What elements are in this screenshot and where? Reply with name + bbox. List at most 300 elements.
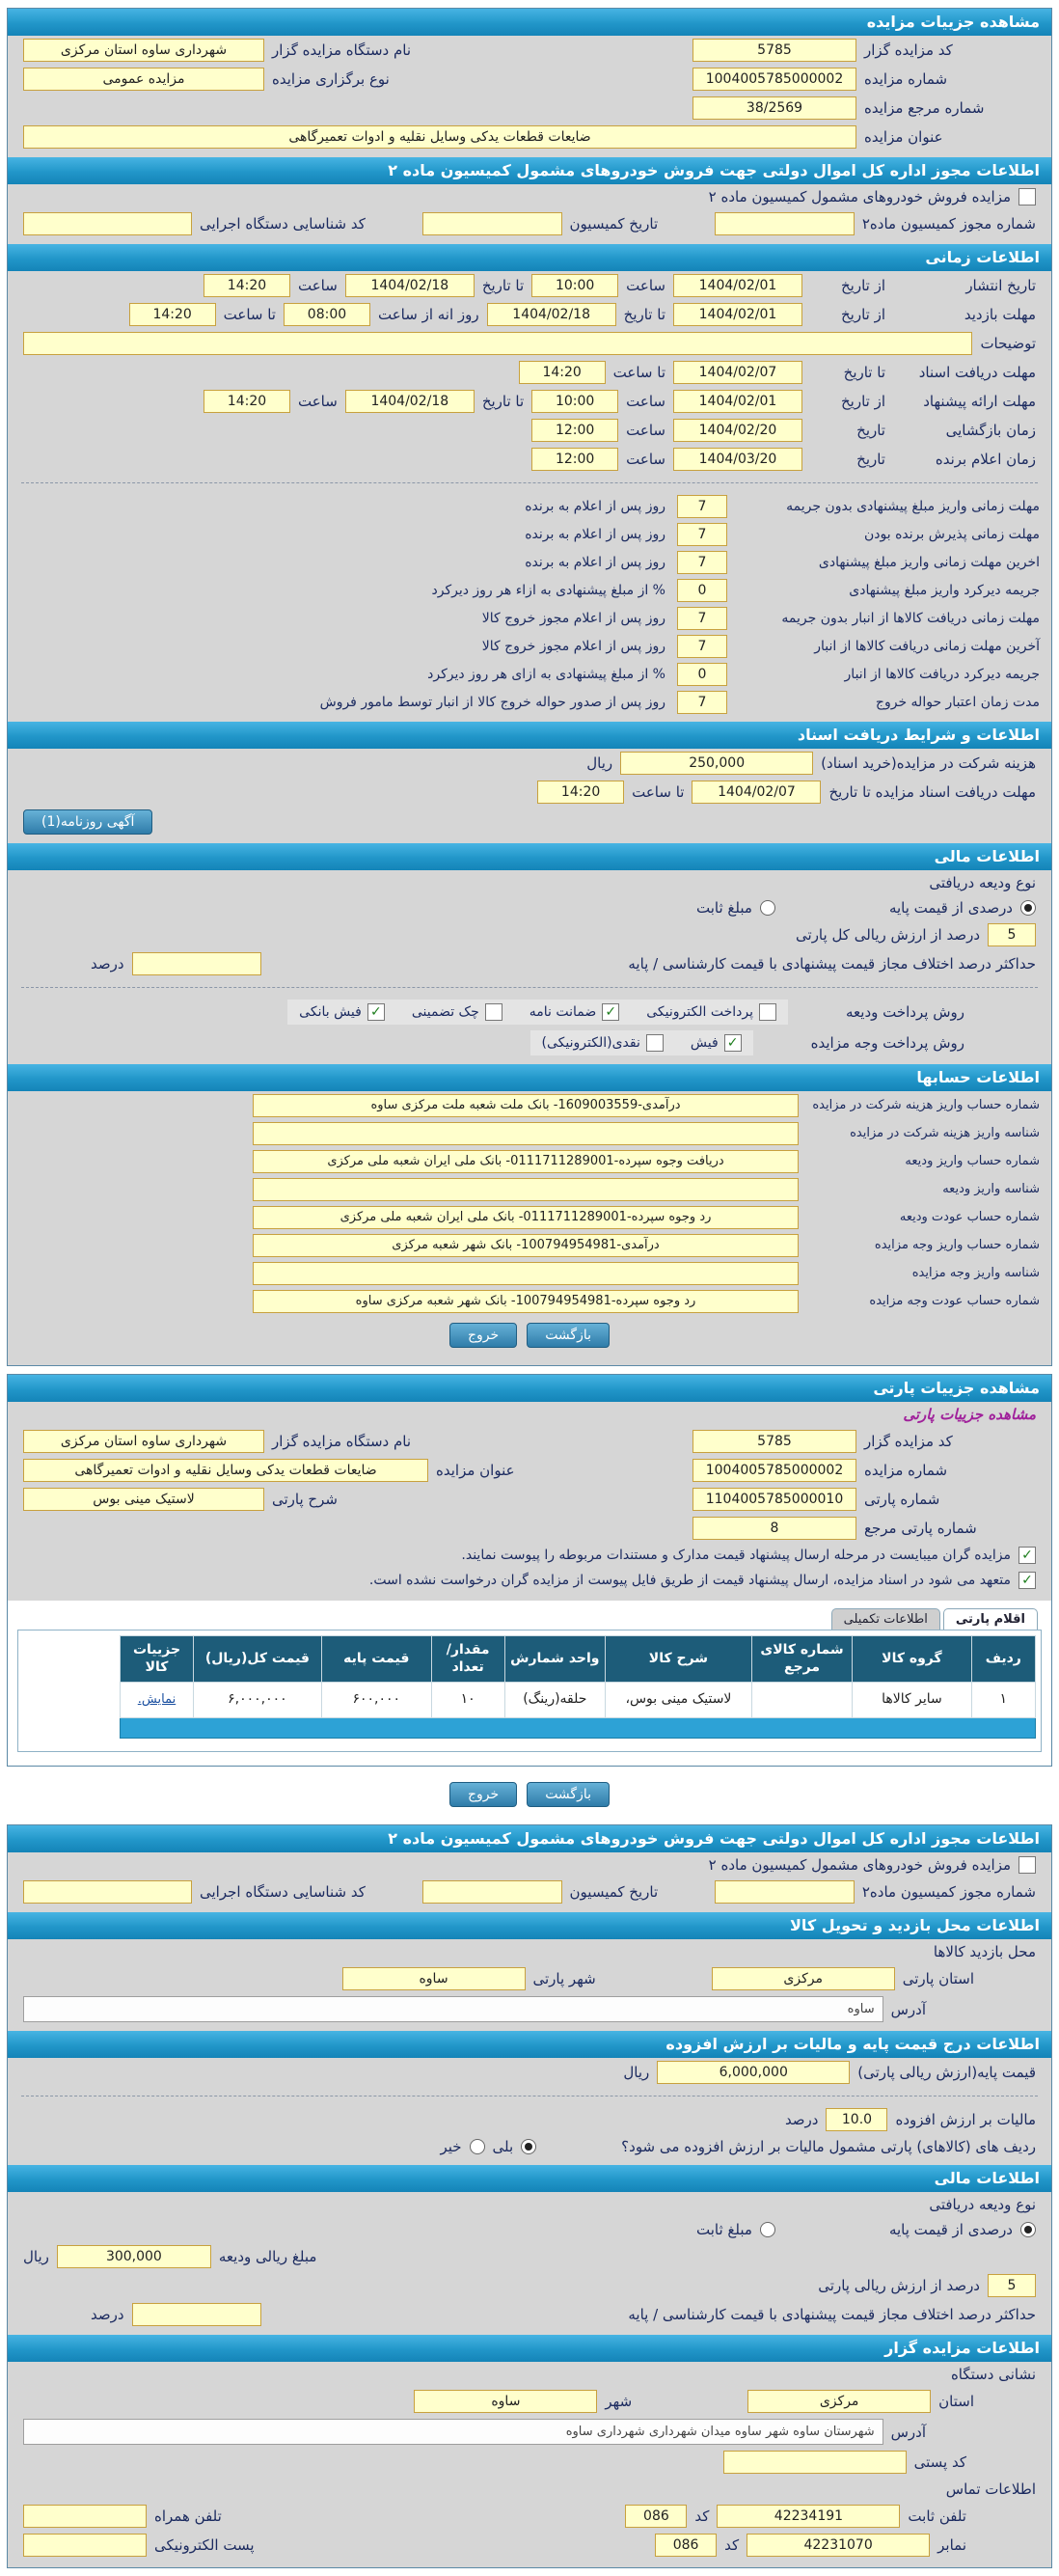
deadline-suffix-label: روز پس از اعلام به برنده — [525, 554, 665, 570]
to-date-label: تا تاریخ — [623, 306, 665, 323]
newspaper-ad-button[interactable]: آگهی روزنامه(1) — [23, 809, 152, 835]
panel2-buttons-row — [0, 1774, 1059, 1817]
party-ref-field[interactable]: 8 — [692, 1517, 856, 1540]
form-row — [8, 1456, 1051, 1485]
commission-auction-label: مزایده فروش خودروهای مشمول کمیسیون ماده ۲ — [708, 1856, 1011, 1874]
postal-code-row — [8, 2448, 1051, 2477]
publish-to-time-field[interactable]: 14:20 — [204, 274, 290, 297]
account-field[interactable]: درآمدی-100794954981- بانک شهر شعبه مرکزی — [253, 1234, 799, 1257]
payment-method-label: روش پرداخت وجه مزایده — [810, 1034, 964, 1052]
account-rows — [8, 1091, 1051, 1315]
deposit-percent-row — [8, 920, 1051, 949]
deposit-method-row — [8, 997, 1051, 1028]
newspaper-button-row — [8, 807, 1051, 837]
offer-to-time-field[interactable]: 14:20 — [204, 390, 290, 413]
publish-from-date-field[interactable]: 1404/02/01 — [673, 274, 802, 297]
deposit-type-label: نوع ودیعه دریافتی — [929, 874, 1036, 891]
items-table-wrap — [120, 1635, 1036, 1739]
max-diff-field[interactable] — [132, 952, 261, 975]
hour-label: ساعت — [297, 393, 338, 410]
rial-label: ریال — [23, 2248, 49, 2265]
opening-label: زمان بازگشایی — [945, 422, 1036, 439]
party-tab[interactable]: اقلام پارتی — [943, 1608, 1038, 1630]
party-city-field[interactable]: ساوه — [342, 1967, 526, 1990]
agency-address-field[interactable]: شهرستان ساوه شهر ساوه میدان شهرداری شهرداری ساوه — [23, 2419, 883, 2445]
publish-to-date-field[interactable]: 1404/02/18 — [345, 274, 475, 297]
offer-dates-row — [8, 387, 1051, 416]
fax-row — [8, 2531, 1051, 2560]
max-diff-field-group — [91, 2303, 261, 2326]
agency-province-group — [747, 2390, 974, 2413]
party-address-row — [8, 1993, 1051, 2025]
account-field[interactable] — [253, 1262, 799, 1285]
deposit-method-label: روش پرداخت ودیعه — [845, 1003, 964, 1021]
area-code-label: کد — [724, 2536, 740, 2554]
items-table-header-cell: گروه کالا — [853, 1636, 971, 1683]
vat-yes-label: بلی — [492, 2138, 514, 2155]
percent-of-base-radio[interactable] — [1020, 900, 1036, 916]
items-table-header-row — [121, 1636, 1036, 1683]
deposit-percent-row — [8, 2271, 1051, 2300]
phone-group — [625, 2505, 966, 2528]
deadline-value-field[interactable]: 7 — [677, 635, 727, 658]
docs-section-header: اطلاعات و شرایط دریافت اسناد — [8, 722, 1051, 749]
table-cell: سایر کالاها — [853, 1683, 971, 1718]
reference-number-field[interactable]: 38/2569 — [692, 96, 856, 120]
deposit-percent-field[interactable]: 5 — [988, 2274, 1036, 2297]
agency-city-field[interactable]: ساوه — [414, 2390, 597, 2413]
deadline-label: مهلت زمانی دریافت کالاها از انبار بدون جریمه — [781, 610, 1040, 626]
exit-button[interactable]: خروج — [449, 1782, 517, 1807]
docs-receive-deadline-label: مهلت دریافت اسناد مزایده تا تاریخ — [828, 783, 1036, 801]
party-city-label: شهر پارتی — [532, 1970, 596, 1987]
vat-no-group — [440, 2138, 484, 2155]
publish-from-time-field[interactable]: 10:00 — [531, 274, 618, 297]
max-diff-row — [8, 949, 1051, 978]
deadline-suffix-label: % از مبلغ پیشنهادی به ازای هر روز دیرکرد — [427, 666, 665, 682]
deadline-label: جریمه دیرکرد واریز مبلغ پیشنهادی — [849, 582, 1040, 598]
account-row — [8, 1147, 1051, 1175]
deposit-method-label: فیش بانکی — [299, 1004, 362, 1020]
fee-field[interactable]: 250,000 — [620, 752, 813, 775]
fee-label: هزینه شرکت در مزایده(خرید اسناد) — [821, 754, 1036, 772]
opening-time-row — [8, 416, 1051, 445]
commission-date-field[interactable] — [422, 1880, 562, 1904]
account-label: شناسه واریز هزینه شرکت در مزایده — [850, 1125, 1040, 1140]
agency-id-label: کد شناسایی دستگاه اجرایی — [200, 215, 366, 233]
deposit-type-label: نوع ودیعه دریافتی — [929, 2196, 1036, 2213]
winner-date-field[interactable]: 1404/03/20 — [673, 448, 802, 471]
back-button[interactable]: بازگشت — [527, 1782, 610, 1807]
agency-address-label: آدرس — [890, 2423, 926, 2441]
winner-time-row — [8, 445, 1051, 474]
back-button[interactable]: بازگشت — [527, 1323, 610, 1348]
deadline-suffix-label: % از مبلغ پیشنهادی به ازاء هر روز دیرکرد — [431, 582, 665, 598]
party-number-field[interactable]: 1104005785000010 — [692, 1488, 856, 1511]
visit-from-time-field[interactable]: 08:00 — [284, 303, 370, 326]
payment-method-row — [8, 1028, 1051, 1058]
party-desc-field[interactable]: لاستیک مینی بوس — [23, 1488, 264, 1511]
items-box — [17, 1630, 1042, 1752]
agency-address-title-label: نشانی دستگاه — [950, 2366, 1036, 2383]
max-diff-field-group — [91, 952, 261, 975]
party-address-field[interactable]: ساوه — [23, 1996, 883, 2022]
deposit-type-row — [8, 2192, 1051, 2217]
divider — [21, 987, 1038, 988]
vat-question-row — [8, 2134, 1051, 2159]
no-attachment-required-checkbox[interactable]: ✓ — [1018, 1572, 1036, 1589]
commission-date-field[interactable] — [422, 212, 562, 235]
deadline-value-field[interactable]: 7 — [677, 551, 727, 574]
deadline-value-field[interactable]: 7 — [677, 523, 727, 546]
auctioneer-code-field[interactable]: 5785 — [692, 1430, 856, 1453]
agency-province-city-row — [8, 2387, 1051, 2416]
party-number-group — [692, 1488, 1036, 1511]
commission-auction-checkbox[interactable] — [1018, 188, 1036, 206]
account-row — [8, 1259, 1051, 1287]
auctioneer-code-label: کد مزایده گزار — [864, 41, 953, 59]
daily-from-label: روز انه از ساعت — [377, 306, 479, 323]
account-field[interactable]: درآمدی-1609003559- بانک ملت شعبه ملت مرکزی ساوه — [253, 1094, 799, 1117]
date-label: تاریخ — [856, 422, 885, 439]
deposit-methods-strip — [287, 1000, 788, 1025]
financial-section-header: اطلاعات مالی — [8, 843, 1051, 870]
agency-id-group — [23, 1880, 366, 1904]
agency-id-field[interactable] — [23, 212, 192, 235]
deadline-value-field[interactable]: 7 — [677, 607, 727, 630]
contact-title-label: اطلاعات تماس — [945, 2480, 1036, 2498]
party-number-label: شماره پارتی — [864, 1491, 940, 1508]
agency-name-label: نام دستگاه مزایده گزار — [272, 1433, 412, 1450]
deposit-method-label: چک تضمینی — [411, 1004, 479, 1020]
deadline-value-field[interactable]: 7 — [677, 495, 727, 518]
reference-number-label: شماره مرجع مزایده — [864, 99, 985, 117]
offer-from-time-field[interactable]: 10:00 — [531, 390, 618, 413]
auction-title-label: عنوان مزایده — [436, 1462, 515, 1479]
auction-number-field[interactable]: 1004005785000002 — [692, 68, 856, 91]
items-table — [120, 1635, 1036, 1718]
percent-option-group — [889, 2221, 1036, 2238]
agency-name-group — [23, 39, 461, 62]
deadline-row — [8, 632, 1051, 660]
hour-label: ساعت — [626, 451, 665, 468]
table-cell: حلقه(رینگ) — [504, 1683, 605, 1718]
to-date-label: تا تاریخ — [481, 277, 525, 294]
deposit-percent-label: درصد از ارزش ریالی کل پارتی — [796, 926, 980, 944]
account-label: شناسه واریز وجه مزایده — [911, 1265, 1040, 1280]
vat-no-label: خیر — [440, 2138, 462, 2155]
table-pager-bar[interactable] — [120, 1718, 1036, 1739]
hour-label: ساعت — [626, 393, 665, 410]
deadline-value-field[interactable]: 0 — [677, 579, 727, 602]
to-date-label: تا تاریخ — [481, 393, 525, 410]
deposit-method-checkbox[interactable]: ✓ — [602, 1003, 619, 1021]
vat-yes-radio[interactable] — [521, 2139, 536, 2154]
permit-fields-row — [8, 209, 1051, 238]
deadline-label: اخرین مهلت زمانی واریز مبلغ پیشنهادی — [818, 554, 1040, 570]
vat-rate-label: مالیات بر ارزش افزوده — [895, 2111, 1036, 2128]
agency-province-label: استان — [938, 2393, 974, 2410]
fixed-amount-radio[interactable] — [760, 2222, 775, 2237]
opening-date-field[interactable]: 1404/02/20 — [673, 419, 802, 442]
docs-receive-time-field[interactable]: 14:20 — [537, 781, 624, 804]
note2-row — [8, 1568, 1051, 1593]
email-group — [23, 2534, 255, 2557]
party-ref-label: شماره پارتی مرجع — [864, 1520, 977, 1537]
docs-receive-date-field[interactable]: 1404/02/07 — [692, 781, 821, 804]
hour-label: ساعت — [626, 277, 665, 294]
phone-area-code-field[interactable]: 086 — [625, 2505, 687, 2528]
deadline-row — [8, 660, 1051, 688]
postal-code-field[interactable] — [723, 2451, 907, 2474]
deadline-rows — [8, 492, 1051, 716]
fax-field[interactable]: 42231070 — [747, 2534, 930, 2557]
auction-number-group — [692, 1459, 1036, 1482]
party-details-header: مشاهده جزییات پارتی — [8, 1375, 1051, 1402]
payment-method-label: فیش — [690, 1035, 719, 1051]
deadline-value-field[interactable]: 7 — [677, 691, 727, 714]
deadline-label: آخرین مهلت زمانی دریافت کالاها از انبار — [814, 638, 1040, 654]
payment-method-checkbox[interactable]: ✓ — [724, 1034, 742, 1052]
account-row — [8, 1175, 1051, 1203]
attach-documents-checkbox[interactable]: ✓ — [1018, 1547, 1036, 1564]
auction-number-field[interactable]: 1004005785000002 — [692, 1459, 856, 1482]
vat-question-label: ردیف های (کالاهای) پارتی مشمول مالیات بر ارزش افزوده می شود؟ — [621, 2138, 1036, 2155]
vat-no-radio[interactable] — [470, 2139, 485, 2154]
deposit-method-checkbox[interactable]: ✓ — [367, 1003, 385, 1021]
deposit-method-label: پرداخت الکترونیکی — [646, 1004, 753, 1020]
auctioneer-code-label: کد مزایده گزار — [864, 1433, 953, 1450]
auction-title-group — [23, 1459, 515, 1482]
account-label: شماره حساب واریز وجه مزایده — [874, 1237, 1040, 1252]
auctioneer-code-group — [692, 39, 1036, 62]
deposit-percent-label: درصد از ارزش ریالی پارتی — [818, 2277, 980, 2294]
deposit-method-label: ضمانت نامه — [529, 1004, 597, 1020]
auctioneer-section-header: اطلاعات مزایده گزار — [8, 2335, 1051, 2362]
table-cell: لاستیک مینی بوس، — [606, 1683, 752, 1718]
max-diff-row — [8, 2300, 1051, 2329]
panel1-buttons-row — [8, 1315, 1051, 1357]
fixed-amount-radio[interactable] — [760, 900, 775, 916]
deadline-label: مدت زمان اعتبار حواله خروج — [875, 694, 1040, 710]
deposit-type-options-row — [8, 895, 1051, 920]
payment-method-option — [542, 1034, 664, 1052]
agency-province-field[interactable]: مرکزی — [747, 2390, 931, 2413]
auction-type-label: نوع برگزاری مزایده — [272, 70, 390, 88]
docs-deadline-row — [8, 358, 1051, 387]
account-row — [8, 1203, 1051, 1231]
max-diff-field[interactable] — [132, 2303, 261, 2326]
party-items-area — [8, 1601, 1051, 1766]
table-cell: ۱ — [971, 1683, 1035, 1718]
party-details-link[interactable]: مشاهده جزییات پارتی — [903, 1406, 1036, 1423]
agency-city-group — [414, 2390, 632, 2413]
mobile-group — [23, 2505, 222, 2528]
fax-group — [655, 2534, 966, 2557]
offer-to-date-field[interactable]: 1404/02/18 — [345, 390, 475, 413]
timing-section-header: اطلاعات زمانی — [8, 244, 1051, 271]
deposit-percent-field[interactable]: 5 — [988, 923, 1036, 946]
publish-label: تاریخ انتشار — [965, 277, 1036, 294]
deadline-suffix-label: روز پس از اعلام به برنده — [525, 526, 665, 542]
opening-time-field[interactable]: 12:00 — [531, 419, 618, 442]
visit-to-time-field[interactable]: 14:20 — [129, 303, 216, 326]
auction-type-field[interactable]: مزایده عمومی — [23, 68, 264, 91]
agency-address-row — [8, 2416, 1051, 2448]
to-hour-label: تا ساعت — [632, 783, 685, 801]
items-table-body — [121, 1683, 1036, 1718]
percent-of-base-radio[interactable] — [1020, 2222, 1036, 2237]
permit-fields-row — [8, 1877, 1051, 1906]
rial-label: ریال — [623, 2064, 650, 2081]
deadline-row — [8, 520, 1051, 548]
auction-details-panel — [7, 8, 1052, 1366]
party-desc-label: شرح پارتی — [272, 1491, 338, 1508]
deposit-amount-label: مبلغ ریالی ودیعه — [218, 2248, 317, 2265]
phone-field[interactable]: 42234191 — [717, 2505, 900, 2528]
max-diff-label: حداکثر درصد اختلاف مجاز قیمت پیشنهادی با قیمت کارشناسی / پایه — [628, 2306, 1036, 2323]
visit-place-label: محل بازدید کالاها — [933, 1943, 1036, 1960]
notes-field[interactable] — [23, 332, 972, 355]
location-section-header: اطلاعات محل بازدید و تحویل کالا — [8, 1912, 1051, 1939]
account-label: شماره حساب واریز هزینه شرکت در مزایده — [812, 1097, 1040, 1112]
deposit-method-checkbox[interactable] — [485, 1003, 502, 1021]
payment-method-label: نقدی(الکترونیکی) — [541, 1035, 640, 1051]
party-city-group — [342, 1967, 596, 1990]
deadline-value-field[interactable]: 0 — [677, 663, 727, 686]
base-price-field[interactable]: 6,000,000 — [657, 2061, 850, 2084]
to-hour-label: تا ساعت — [612, 364, 665, 381]
mobile-label: تلفن همراه — [154, 2507, 222, 2525]
form-row — [8, 1514, 1051, 1543]
pricing-section-header: اطلاعات درج قیمت پایه و مالیات بر ارزش افزوده — [8, 2031, 1051, 2058]
deadline-row — [8, 604, 1051, 632]
visit-to-date-field[interactable]: 1404/02/18 — [487, 303, 616, 326]
fixed-amount-option-group — [696, 899, 775, 917]
deadline-row — [8, 576, 1051, 604]
permit-section-header: اطلاعات مجوز اداره کل اموال دولتی جهت فروش خودروهای مشمول کمیسیون ماده ۲ — [8, 157, 1051, 184]
items-table-header-cell: جزییات کالا — [121, 1636, 194, 1683]
percent-of-base-label: درصدی از قیمت پایه — [888, 899, 1013, 917]
permit-checkbox-row — [8, 184, 1051, 209]
permit-number-group — [715, 212, 1036, 235]
docs-deadline-label: مهلت دریافت اسناد — [918, 364, 1036, 381]
fee-row — [8, 749, 1051, 778]
commission-date-group — [422, 1880, 659, 1904]
auction-title-field[interactable]: ضایعات قطعات یدکی وسایل نقلیه و ادوات تعمیرگاهی — [23, 1459, 428, 1482]
deposit-method-option — [412, 1003, 502, 1021]
deposit-type-row — [8, 870, 1051, 895]
account-field[interactable]: رد وجوه سپرده-0111711289001- بانک ملی ایران شعبه ملی مرکزی — [253, 1206, 799, 1229]
financial-section-header: اطلاعات مالی — [8, 2165, 1051, 2192]
base-price-label: قیمت پایه(ارزش ریالی پارتی) — [857, 2064, 1036, 2081]
deadline-suffix-label: روز پس از اعلام مجوز خروج کالا — [481, 638, 665, 654]
commission-auction-label: مزایده فروش خودروهای مشمول کمیسیون ماده ۲ — [708, 188, 1011, 206]
auction-title-field[interactable]: ضایعات قطعات یدکی وسایل نقلیه و ادوات تعمیرگاهی — [23, 125, 856, 149]
items-table-header-cell: ردیف — [971, 1636, 1035, 1683]
deadline-suffix-label: روز پس از اعلام مجوز خروج کالا — [481, 610, 665, 626]
party-address-label: آدرس — [890, 2000, 926, 2018]
commission-auction-checkbox[interactable] — [1018, 1856, 1036, 1874]
account-label: شماره حساب عودت وجه مزایده — [869, 1293, 1040, 1308]
auctioneer-code-field[interactable]: 5785 — [692, 39, 856, 62]
items-table-header-cell: مقدار/ تعداد — [431, 1636, 504, 1683]
offer-from-date-field[interactable]: 1404/02/01 — [673, 390, 802, 413]
offer-label: مهلت ارائه پیشنهاد — [923, 393, 1036, 410]
notes-label: توضیحات — [980, 335, 1036, 352]
area-code-label: کد — [694, 2507, 710, 2525]
form-row — [8, 94, 1051, 123]
item-details-link[interactable]: نمایش. — [137, 1692, 176, 1707]
permit-number-field[interactable] — [715, 212, 855, 235]
fixed-amount-label: مبلغ ثابت — [696, 2221, 752, 2238]
fixed-amount-label: مبلغ ثابت — [696, 899, 752, 917]
agency-name-field[interactable]: شهرداری ساوه استان مرکزی — [23, 39, 264, 62]
deadline-label: جریمه دیرکرد دریافت کالاها از انبار — [844, 666, 1040, 682]
email-field[interactable] — [23, 2534, 147, 2557]
form-row — [8, 123, 1051, 151]
agency-name-field[interactable]: شهرداری ساوه استان مرکزی — [23, 1430, 264, 1453]
deposit-method-checkbox[interactable] — [759, 1003, 776, 1021]
notes-row — [8, 329, 1051, 358]
account-row — [8, 1287, 1051, 1315]
party-tab[interactable]: اطلاعات تکمیلی — [831, 1608, 940, 1630]
account-field[interactable] — [253, 1178, 799, 1201]
exit-button[interactable]: خروج — [449, 1323, 517, 1348]
deadline-row — [8, 548, 1051, 576]
auction-title-label: عنوان مزایده — [864, 128, 943, 146]
deposit-method-option — [646, 1003, 776, 1021]
mobile-field[interactable] — [23, 2505, 147, 2528]
account-field[interactable]: دریافت وجوه سپرده-0111711289001- بانک ملی ایران شعبه ملی مرکزی — [253, 1150, 799, 1173]
docs-receive-deadline-row — [8, 778, 1051, 807]
table-row — [121, 1683, 1036, 1718]
agency-address-title-row — [8, 2362, 1051, 2387]
winner-time-field[interactable]: 12:00 — [531, 448, 618, 471]
account-row — [8, 1231, 1051, 1259]
party-province-city-row — [8, 1964, 1051, 1993]
to-date-label: تا تاریخ — [843, 364, 885, 381]
fax-label: نمابر — [937, 2536, 966, 2554]
rial-label: ریال — [586, 754, 613, 772]
fax-area-code-field[interactable]: 086 — [655, 2534, 717, 2557]
deposit-amount-field[interactable]: 300,000 — [57, 2245, 211, 2268]
items-table-header-cell: شماره کالای مرجع — [751, 1636, 852, 1683]
account-field[interactable]: رد وجوه سپرده-100794954981- بانک شهر شعبه مرکزی ساوه — [253, 1290, 799, 1313]
visit-place-row — [8, 1939, 1051, 1964]
form-row — [8, 1427, 1051, 1456]
visit-from-date-field[interactable]: 1404/02/01 — [673, 303, 802, 326]
permit-number-field[interactable] — [715, 1880, 855, 1904]
table-cell: ۶۰۰,۰۰۰ — [321, 1683, 431, 1718]
deadline-label: مهلت زمانی پذیرش برنده بودن — [863, 526, 1040, 542]
items-table-header-cell: قیمت کل(ریال) — [194, 1636, 322, 1683]
deposit-type-options-row — [8, 2217, 1051, 2242]
docs-deadline-date-field[interactable]: 1404/02/07 — [673, 361, 802, 384]
agency-id-label: کد شناسایی دستگاه اجرایی — [200, 1883, 366, 1901]
account-field[interactable] — [253, 1122, 799, 1145]
from-date-label: از تاریخ — [840, 306, 885, 323]
party-province-field[interactable]: مرکزی — [712, 1967, 895, 1990]
attach-documents-label: مزایده گران میبایست در مرحله ارسال پیشنهاد قیمت مدارک و مستندات مربوطه را پیوست نمایند. — [461, 1548, 1011, 1563]
to-hour-label: تا ساعت — [223, 306, 276, 323]
docs-deadline-time-field[interactable]: 14:20 — [519, 361, 606, 384]
percent-of-base-label: درصدی از قیمت پایه — [888, 2221, 1013, 2238]
agency-id-field[interactable] — [23, 1880, 192, 1904]
vat-rate-field[interactable]: 10.0 — [826, 2108, 887, 2131]
payment-method-checkbox[interactable] — [646, 1034, 664, 1052]
deadline-row — [8, 688, 1051, 716]
